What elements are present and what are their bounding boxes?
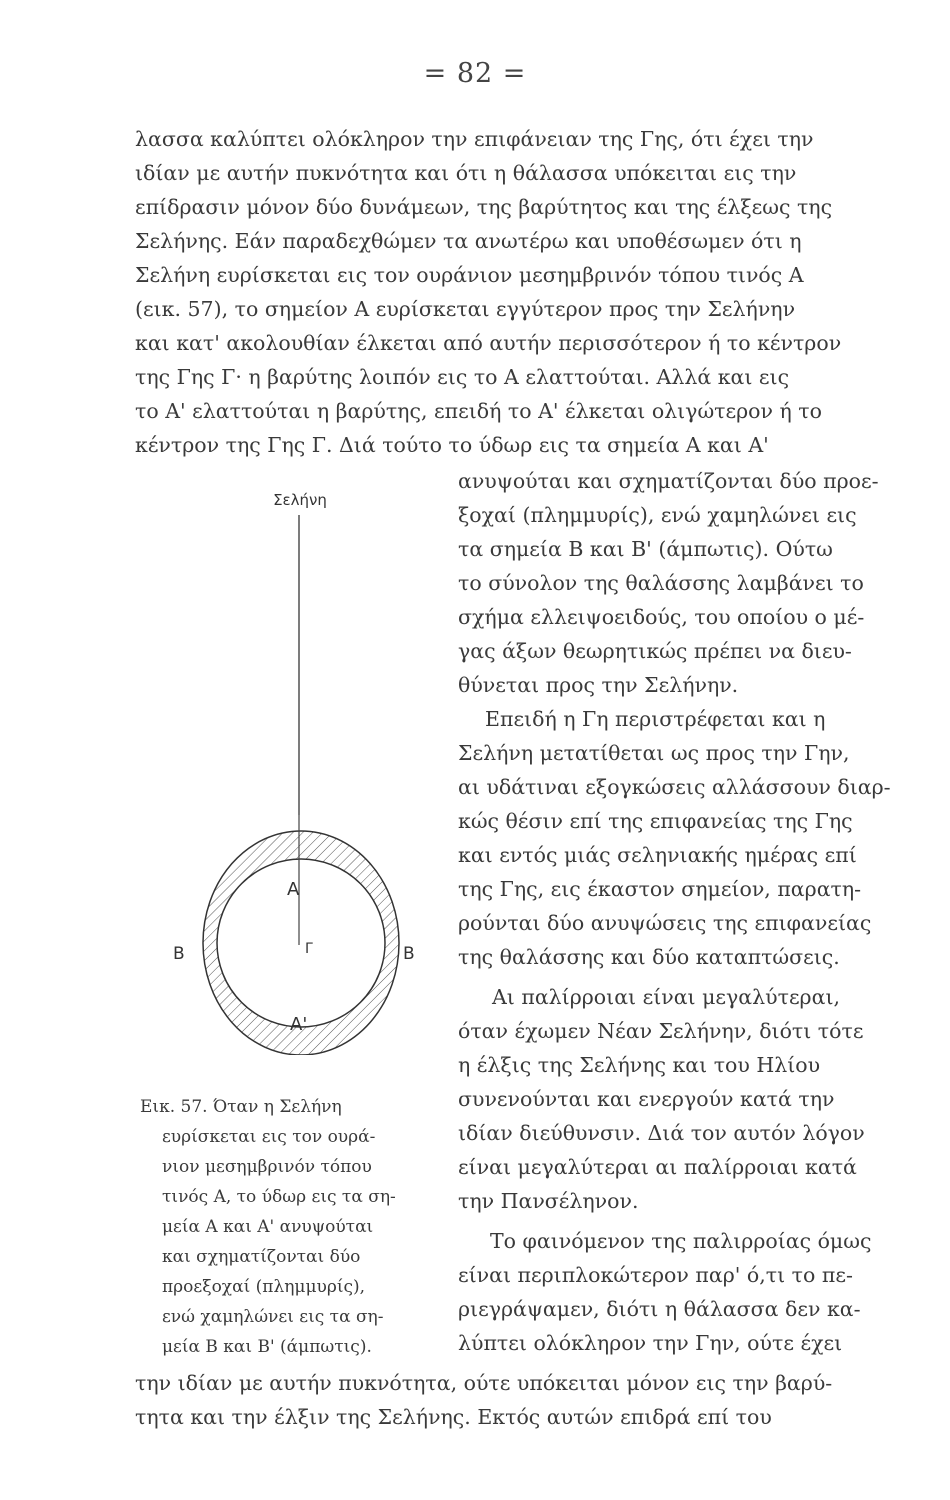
text-line: ανυψούται και σχηματίζονται δύο προε-	[458, 469, 879, 493]
caption-line: και σχηματίζονται δύο	[162, 1247, 361, 1267]
text-line: λύπτει ολόκληρον την Γην, ούτε έχει	[458, 1331, 843, 1355]
text-line: γας άξων θεωρητικώς πρέπει να διευ-	[458, 639, 852, 663]
text-line: κώς θέσιν επί της επιφανείας της Γης	[458, 809, 853, 833]
text-line: της θαλάσσης και δύο καταπτώσεις.	[458, 945, 840, 969]
text-line: όταν έχωμεν Νέαν Σελήνην, διότι τότε	[458, 1019, 864, 1043]
label-A-prime: Α'	[290, 1014, 308, 1035]
text-line: Αι παλίρροιαι είναι μεγαλύτεραι,	[492, 985, 841, 1009]
caption-line: Εικ. 57. Όταν η Σελήνη	[140, 1097, 342, 1117]
label-B-right: Β	[403, 944, 415, 964]
text-line: συνενούνται και ενεργούν κατά την	[458, 1087, 835, 1111]
text-line: τητα και την έλξιν της Σελήνης. Εκτός αυτών επιδρά επί του	[135, 1405, 772, 1429]
text-line: Το φαινόμενον της παλιρροίας όμως	[490, 1229, 872, 1253]
caption-line: ευρίσκεται εις τον ουρά-	[162, 1127, 376, 1147]
text-line: ρούνται δύο ανυψώσεις της επιφανείας	[458, 911, 872, 935]
caption-line: μεία Β και Β' (άμπωτις).	[162, 1337, 372, 1357]
caption-line: μεία Α και Α' ανυψούται	[162, 1217, 374, 1237]
text-line: Σελήνης. Εάν παραδεχθώμεν τα ανωτέρω και υποθέσωμεν ότι η	[135, 229, 802, 253]
text-line: (εικ. 57), το σημείον Α ευρίσκεται εγγύτερον προς την Σελήνην	[135, 297, 796, 321]
text-line: ριεγράψαμεν, διότι η θάλασσα δεν κα-	[458, 1297, 861, 1321]
text-line: σχήμα ελλειψοειδούς, του οποίου ο μέ-	[458, 605, 865, 629]
text-line: κέντρον της Γης Γ. Διά τούτο το ύδωρ εις τα σημεία Α και Α'	[135, 433, 769, 457]
text-line: ξοχαί (πλημμυρίς), ενώ χαμηλώνει εις	[458, 503, 857, 527]
page-number: = 82 =	[423, 58, 527, 89]
text-line: και κατ' ακολουθίαν έλκεται από αυτήν περισσότερον ή το κέντρον	[135, 331, 842, 355]
text-line: αι υδάτιναι εξογκώσεις αλλάσσουν διαρ-	[458, 775, 891, 799]
text-line: της Γης Γ· η βαρύτης λοιπόν εις το Α ελαττούται. Αλλά και εις	[135, 365, 790, 389]
text-line: λασσα καλύπτει ολόκληρον την επιφάνειαν της Γης, ότι έχει την	[135, 127, 814, 151]
text-line: ιδίαν διεύθυνσιν. Διά τον αυτόν λόγον	[458, 1121, 865, 1145]
figure-57	[165, 475, 455, 1055]
text-line: ιδίαν με αυτήν πυκνότητα και ότι η θάλασσα υπόκειται εις την	[135, 161, 797, 185]
label-center: Γ	[305, 941, 313, 957]
text-line: τα σημεία Β και Β' (άμπωτις). Ούτω	[458, 537, 833, 561]
text-line: Σελήνη ευρίσκεται εις τον ουράνιον μεσημβρινόν τόπου τινός Α	[135, 263, 804, 287]
text-line: το σύνολον της θαλάσσης λαμβάνει το	[458, 571, 864, 595]
text-line: θύνεται προς την Σελήνην.	[458, 673, 739, 697]
moon-label: Σελήνη	[273, 491, 327, 509]
text-line: είναι περιπλοκώτερον παρ' ό,τι το πε-	[458, 1263, 853, 1287]
text-line: και εντός μιάς σεληνιακής ημέρας επί	[458, 843, 857, 867]
text-line: η έλξις της Σελήνης και του Ηλίου	[458, 1053, 821, 1077]
text-line: την Πανσέληνον.	[458, 1189, 639, 1213]
text-line: είναι μεγαλύτεραι αι παλίρροιαι κατά	[458, 1155, 857, 1179]
label-A: Α	[287, 879, 300, 900]
tide-diagram	[165, 475, 455, 1055]
earth-circle	[217, 859, 385, 1027]
text-line: Επειδή η Γη περιστρέφεται και η	[485, 707, 826, 731]
text-line: το Α' ελαττούται η βαρύτης, επειδή το Α' έλκεται ολιγώτερον ή το	[135, 399, 822, 423]
text-line: την ιδίαν με αυτήν πυκνότητα, ούτε υπόκειται μόνον εις την βαρύ-	[135, 1371, 833, 1395]
caption-line: τινός Α, το ύδωρ εις τα ση-	[162, 1187, 396, 1207]
caption-line: ενώ χαμηλώνει εις τα ση-	[162, 1307, 384, 1327]
caption-line: νιον μεσημβρινόν τόπου	[162, 1157, 372, 1177]
text-line: επίδρασιν μόνον δύο δυνάμεων, της βαρύτητος και της έλξεως της	[135, 195, 833, 219]
label-B-left: Β	[173, 944, 185, 964]
text-line: Σελήνη μετατίθεται ως προς την Γην,	[458, 741, 850, 765]
text-line: της Γης, εις έκαστον σημείον, παρατη-	[458, 877, 862, 901]
caption-line: προεξοχαί (πλημμυρίς),	[162, 1277, 366, 1297]
